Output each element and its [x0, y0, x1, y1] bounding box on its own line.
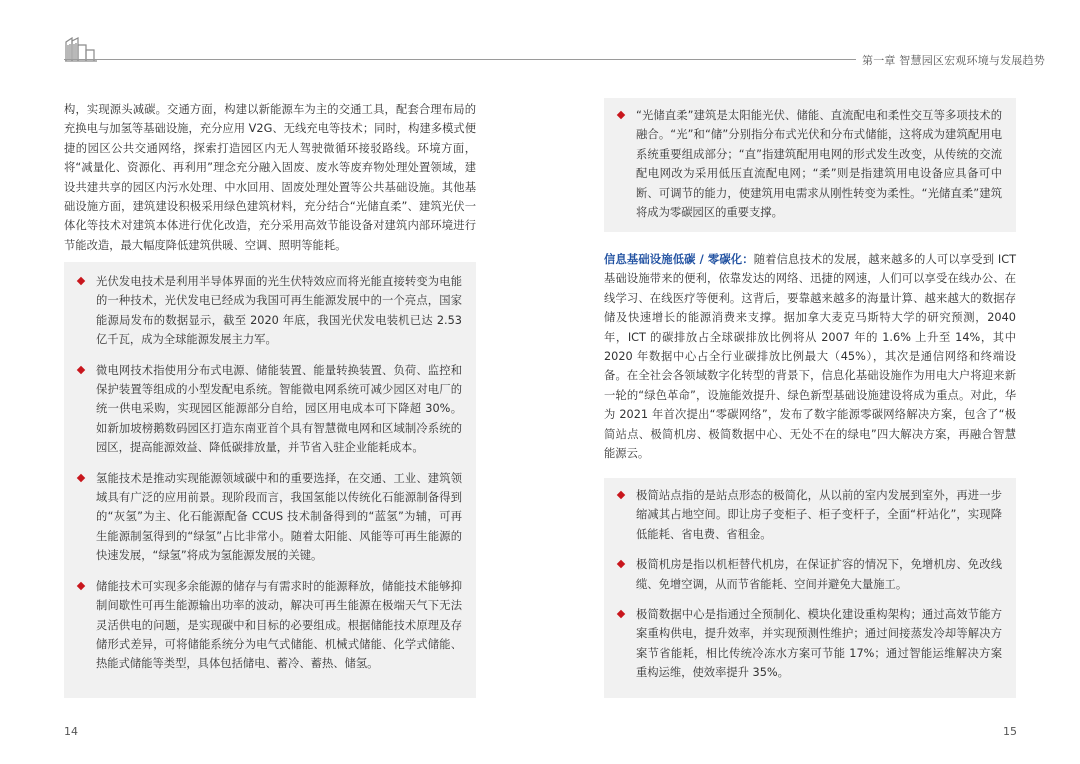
bullet-minimal-site [618, 486, 1002, 544]
diamond-bullet-icon [77, 277, 85, 285]
bullet-photovoltaic [78, 272, 462, 350]
diamond-bullet-icon [617, 491, 625, 499]
bullet-text: 微电网技术指使用分布式电源、储能装置、能量转换装置、负荷、监控和保护装置等组成的小型发配电系统。智能微电网系统可减少园区对电厂的统一供电采购，实现园区能源部分自给，园区用电成本可下降超 30%。如新加坡榜鹅数码园区打造东南亚首个具有智慧微电网和区域制冷系统的园区，提高能源效益、降低碳排放量，并节省入驻企业能耗成本。 [96, 363, 462, 455]
diamond-bullet-icon [617, 560, 625, 568]
chapter-title: 第一章 智慧园区宏观环境与发展趋势 [862, 54, 1045, 67]
bullet-microgrid [78, 361, 462, 458]
bullet-text: 极简站点指的是站点形态的极简化，从以前的室内发展到室外，再进一步缩减其占地空间。即让房子变柜子、柜子变杆子，全面“杆站化”，实现降低能耗、省电费、省租金。 [636, 489, 1002, 541]
intro-paragraph: 构，实现源头减碳。交通方面，构建以新能源车为主的交通工具，配套合理布局的充换电与加氢等基础设施，充分应用 V2G、无线充电等技术；同时，构建多模式便捷的园区公共交通网络，探索打造园区内无人驾驶微循环接驳路线。环境方面，将“减量化、资源化、再利用”理念充分融入固废、废水等废弃物处理处置领域，建设共建共享的园区内污水处理、中水回用、固废处理处置等公共基础设施。其他基础设施方面，建筑建设积极采用绿色建筑材料，充分结合“光储直柔”、建筑光伏一体化等技术对建筑本体进行优化改造，充分采用高效节能设备对建筑内部环境进行节能改造，最大幅度降低建筑供暖、空调、照明等能耗。 [64, 103, 476, 252]
diamond-bullet-icon [77, 581, 85, 589]
bullet-text: “光储直柔”建筑是太阳能光伏、储能、直流配电和柔性交互等多项技术的融合。“光”和“储”分别指分布式光伏和分布式储能，这将成为建筑配用电系统重要组成部分；“直”指建筑配用电网的形式发生改变，从传统的交流配电网改为采用低压直流配电网；“柔”则是指建筑用电设备应具备可中断、可调节的能力，使建筑用电需求从刚性转变为柔性。“光储直柔”建筑将成为零碳园区的重要支撑。 [636, 109, 1002, 220]
page-number-right: 15 [1003, 725, 1017, 738]
energy-tech-box [64, 262, 476, 698]
diamond-bullet-icon [617, 610, 625, 618]
pedf-building-box [604, 98, 1016, 232]
bullet-text: 极简机房是指以机柜替代机房，在保证扩容的情况下，免增机房、免改线缆、免增空调，从而节省能耗、空间并避免大量施工。 [636, 558, 1002, 591]
bullet-energy-storage [78, 577, 462, 674]
page-number-left: 14 [64, 725, 78, 738]
bullet-text: 光伏发电技术是利用半导体界面的光生伏特效应而将光能直接转变为电能的一种技术，光伏发电已经成为我国可再生能源发展中的一个亮点，国家能源局发布的数据显示，截至 2020 年底，我国光伏发电装机已达 2.53 亿千瓦，成为全球能源发展主力军。 [96, 275, 462, 347]
ict-section-paragraph [604, 250, 1016, 463]
diamond-bullet-icon [77, 365, 85, 373]
diamond-bullet-icon [77, 473, 85, 481]
diamond-bullet-icon [617, 111, 625, 119]
bullet-minimal-data-center [618, 605, 1002, 683]
bullet-pedf-building [618, 106, 1002, 222]
bullet-text: 储能技术可实现多余能源的储存与有需求时的能源释放，储能技术能够抑制间歇性可再生能源输出功率的波动，解决可再生能源在极端天气下无法灵活供电的问题，是实现碳中和目标的必要组成。根据储能技术原理及存储形式差异，可将储能系统分为电气式储能、机械式储能、化学式储能、热能式储能等类型，具体包括储电、蓄冷、蓄热、储氢。 [96, 579, 462, 671]
bullet-text: 氢能技术是推动实现能源领域碳中和的重要选择，在交通、工业、建筑领域具有广泛的应用前景。现阶段而言，我国氢能以传统化石能源制备得到的“灰氢”为主、化石能源配备 CCUS 技术制备得到的“蓝氢”为辅，可再生能源制氢得到的“绿氢”占比非常小。随着太阳能、风能等可再生能源的快速发展，“绿氢”将成为氢能源发展的关键。 [96, 471, 462, 563]
header-rule [64, 59, 856, 60]
minimal-infrastructure-box [604, 478, 1016, 698]
bullet-minimal-equipment-room [618, 555, 1002, 594]
section-heading: 信息基础设施低碳 / 零碳化： [604, 253, 754, 266]
section-body: 随着信息技术的发展，越来越多的人可以享受到 ICT 基础设施带来的便利，依靠发达的网络、迅捷的网速，人们可以享受在线办公、在线学习、在线医疗等便利。这背后，要靠越来越多的海量计算、越来越大的数据存储及快速增长的能源消费来支撑。据加拿大麦克马斯特大学的研究预测，2040 年，ICT 的碳排放占全球碳排放比例将从 2007 年的 1.6% 上升至 14%，其中 2020 年数据中心占全行业碳排放比例最大（45%），其次是通信网络和终端设备。在全社会各领域数字化转型的背景下，信息化基础设施作为用电大户将迎来新一轮的“绿色革命”，设施能效提升、绿色新型基础设施建设将成为重点。对此，华为 2021 年首次提出“零碳网络”，发布了数字能源零碳网络解决方案，包含了“极简站点、极简机房、极简数据中心、无处不在的绿电”四大解决方案，再融合智慧能源云。 [604, 253, 1017, 461]
bullet-hydrogen [78, 469, 462, 566]
bullet-text: 极简数据中心是指通过全预制化、模块化建设重构架构；通过高效节能方案重构供电，提升效率，并实现预测性维护；通过间接蒸发冷却等解决方案节省能耗，相比传统冷冻水方案可节能 17%；通过智能运维解决方案重构运维，使效率提升 35%。 [636, 608, 1002, 680]
